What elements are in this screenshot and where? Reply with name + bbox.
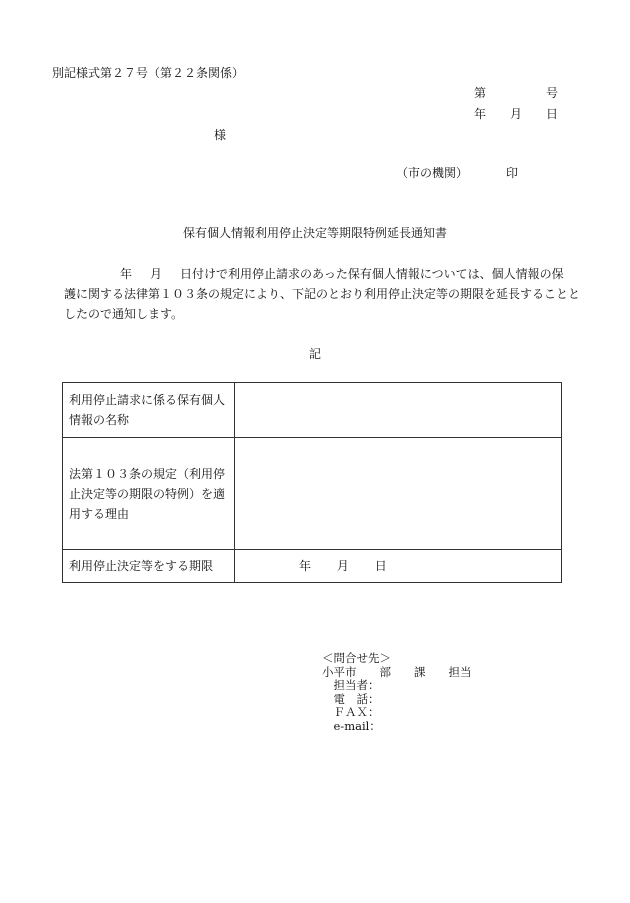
contact-heading: ＜問合せ先＞ xyxy=(322,651,391,665)
row-value-info-name xyxy=(235,383,562,438)
body-year: 年 xyxy=(120,267,133,281)
row-label-deadline: 利用停止決定等をする期限 xyxy=(63,550,235,583)
row-value-deadline xyxy=(235,550,562,583)
issue-month: 月 xyxy=(510,107,523,121)
contact-dept: 小平市 部 課 担当 xyxy=(322,664,472,679)
row-label-reason: 法第１０３条の規定（利用停止決定等の期限の特例）を適用する理由 xyxy=(63,438,235,550)
number-prefix: 第 xyxy=(474,86,487,100)
contact-email: e-mail： xyxy=(322,718,381,733)
table-row xyxy=(63,438,562,550)
detail-table xyxy=(62,382,562,583)
row-label-info-name: 利用停止請求に係る保有個人情報の名称 xyxy=(63,383,235,438)
body-line-1 xyxy=(64,264,584,284)
contact-phone: 電 話： xyxy=(322,691,380,706)
table-row xyxy=(63,383,562,438)
body-text xyxy=(64,264,584,324)
recipient-honorific: 様 xyxy=(214,128,227,142)
document-title: 保有個人情報利用停止決定等期限特例延長通知書 xyxy=(182,226,447,240)
deadline-day: 日 xyxy=(374,559,387,573)
body-month: 月 xyxy=(150,267,163,281)
contact-block xyxy=(322,652,472,733)
issue-year: 年 xyxy=(474,107,487,121)
form-label: 別記様式第２７号（第２２条関係） xyxy=(52,66,245,80)
contact-fax: ＦＡＸ： xyxy=(322,705,380,719)
deadline-month: 月 xyxy=(336,559,349,573)
seal-mark: 印 xyxy=(506,166,519,180)
contact-person: 担当者： xyxy=(322,678,380,692)
body-line-1-text: 日付けで利用停止請求のあった保有個人情報については、個人情報の保 xyxy=(180,267,564,281)
row-value-reason xyxy=(235,438,562,550)
deadline-year: 年 xyxy=(299,559,312,573)
issuer-name: （市の機関） xyxy=(396,166,469,180)
number-suffix: 号 xyxy=(546,86,559,100)
issue-day: 日 xyxy=(546,107,559,121)
body-line-2: 護に関する法律第１０３条の規定により、下記のとおり利用停止決定等の期限を延長することと xyxy=(64,287,581,301)
table-row xyxy=(63,550,562,583)
body-line-3: したので通知します。 xyxy=(64,307,184,321)
ki-heading: 記 xyxy=(308,347,321,361)
